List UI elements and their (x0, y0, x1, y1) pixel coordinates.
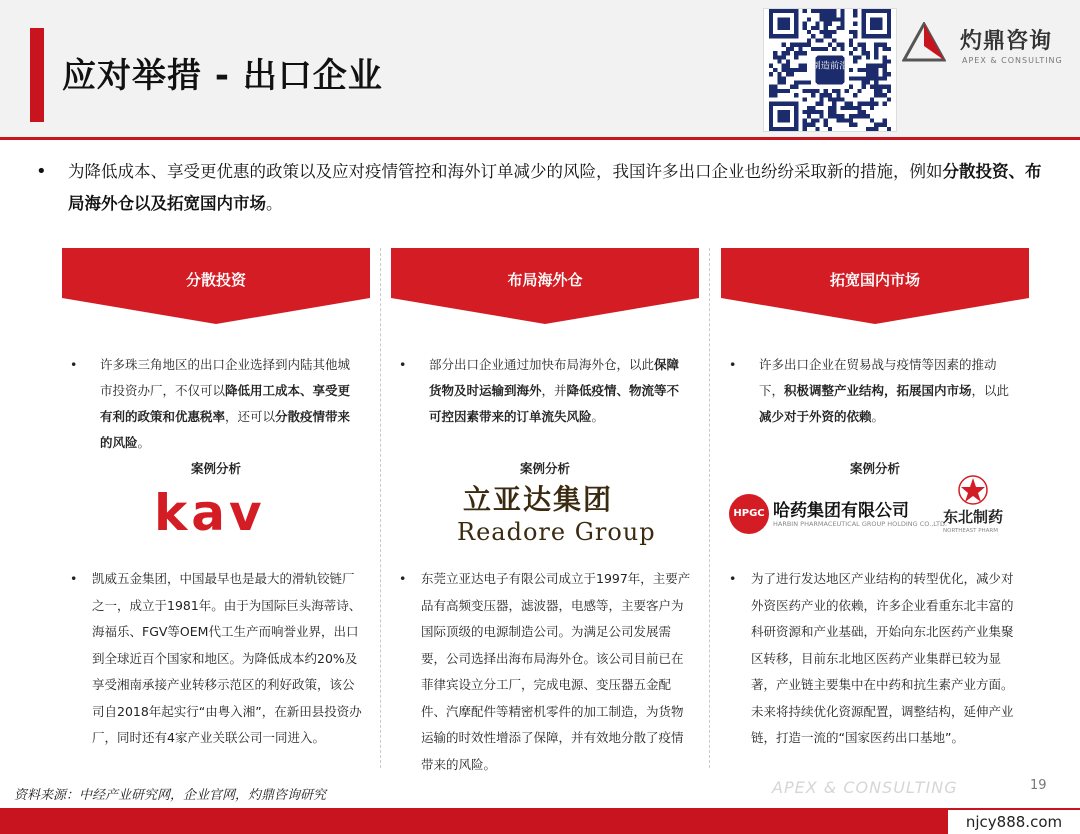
qr-badge-line1: 制造前沿 (811, 60, 849, 72)
description-emphasis: 降低用工成本、享受更有利的政策和优惠税率 (100, 383, 351, 424)
column-heading: 分散投资 (185, 271, 246, 289)
description-emphasis: 分散疫情带来的风险 (100, 409, 351, 450)
kav-logo (62, 480, 370, 552)
description-emphasis: 保障货物及时运输到海外 (429, 357, 680, 398)
column-ribbon (721, 248, 1029, 324)
description-text: 。 (871, 409, 885, 424)
column-description (399, 352, 691, 430)
description-text: 许多出口企业在贸易战与疫情等因素的推动下， (759, 357, 997, 398)
footer-band (0, 808, 1080, 834)
brand-logo-block (902, 20, 1072, 70)
description-text: 部分出口企业通过加快布局海外仓，以此 (429, 357, 655, 372)
page-number: 19 (1030, 778, 1047, 793)
hayao-emblem-icon: HPGC (729, 494, 769, 534)
column-domestic-market (721, 248, 1029, 768)
northeast-pharm-subtitle: NORTHEAST PHARM (943, 528, 998, 534)
description-text: 。 (591, 409, 605, 424)
description-text: ，还可以 (225, 409, 276, 424)
readore-logo-en: Readore Group (457, 518, 656, 546)
column-heading: 布局海外仓 (507, 271, 583, 289)
title-accent-bar (30, 28, 44, 122)
source-note: 资料来源：中经产业研究网，企业官网，灼鼎咨询研究 (14, 788, 327, 803)
column-ribbon (391, 248, 699, 324)
description-emphasis: 降低疫情、物流等不可控因素带来的订单流失风险 (429, 383, 680, 424)
readore-logo (391, 480, 699, 552)
readore-logo-cn: 立亚达集团 (463, 483, 614, 516)
case-detail (70, 566, 362, 752)
intro-text: 为降低成本、享受更优惠的政策以及应对疫情管控和海外订单减少的风险，我国许多出口企业也纷纷采取新的措施，例如 (68, 162, 943, 181)
case-analysis-label: 案例分析 (519, 461, 570, 476)
case-analysis-label: 案例分析 (849, 461, 900, 476)
page-title: 应对举措 - 出口企业 (62, 56, 383, 96)
case-analysis-label: 案例分析 (190, 461, 241, 476)
brand-subtitle: APEX & CONSULTING (962, 56, 1063, 65)
northeast-pharm-name: 东北制药 (943, 508, 1004, 526)
intro-emphasis: 分散投资、布局海外仓以及拓宽国内市场 (68, 162, 1042, 213)
column-description (70, 352, 362, 456)
column-divider (709, 248, 710, 768)
kav-logo-text: kav (154, 484, 266, 542)
bullet-dot: • (729, 357, 737, 372)
column-overseas-warehouse (391, 248, 699, 772)
column-ribbon (62, 248, 370, 324)
pharma-logos (721, 480, 1029, 552)
column-divider (380, 248, 381, 768)
site-watermark: njcy888.com (948, 810, 1080, 834)
brand-name: 灼鼎咨询 (960, 29, 1053, 54)
bullet-dot: • (70, 571, 78, 586)
hayao-logo-name: 哈药集团有限公司 (773, 501, 909, 521)
description-text: 。 (137, 435, 151, 450)
column-description (729, 352, 1021, 430)
case-detail (399, 566, 691, 778)
intro-bullet: • (36, 161, 47, 182)
description-emphasis: 减少对于外资的依赖 (759, 409, 872, 424)
case-detail-text: 东莞立亚达电子有限公司成立于1997年，主要产品有高频变压器，滤波器，电感等，主要客户为国际顶级的电源制造公司。为满足公司发展需要，公司选择出海布局海外仓。该公司目前已在菲律宾设立分工厂，完成电源、变压器五金配件、汽摩配件等精密机零件的加工制造，为货物运输的时效性增添了保障，并有效地分散了疫情带来的风险。 (421, 571, 691, 772)
intro-paragraph (36, 156, 1046, 220)
case-detail-text: 凯威五金集团，中国最早也是最大的滑轨铰链厂之一，成立于1981年。由于为国际巨头海蒂诗、海福乐、FGV等OEM代工生产而响誉业界，出口到全球近百个国家和地区。为降低成本约20%及享受湘南承接产业转移示范区的利好政策，该公司自2018年起实行“由粤入湘”，在新田县投资办厂，同时还有4家产业关联公司一同进入。 (92, 571, 362, 745)
bullet-dot: • (70, 357, 78, 372)
bullet-dot: • (399, 357, 407, 372)
case-detail (729, 566, 1021, 752)
intro-end: 。 (266, 194, 283, 213)
description-text: ，并 (541, 383, 567, 398)
description-text: 许多珠三角地区的出口企业选择到内陆其他城市投资办厂，不仅可以 (100, 357, 351, 398)
description-emphasis: 积极调整产业结构，拓展国内市场 (784, 383, 972, 398)
bullet-dot: • (729, 571, 737, 586)
description-text: ，以此 (971, 383, 1010, 398)
column-diversify-investment (62, 248, 370, 768)
column-heading: 拓宽国内市场 (829, 271, 920, 289)
bullet-dot: • (399, 571, 407, 586)
qr-code-image (763, 8, 897, 132)
hayao-logo-subtitle: HARBIN PHARMACEUTICAL GROUP HOLDING CO.,LTD. (773, 520, 948, 528)
brand-triangle-icon (902, 22, 946, 62)
star-emblem-icon (957, 474, 989, 506)
case-detail-text: 为了进行发达地区产业结构的转型优化，减少对外资医药产业的依赖，许多企业看重东北丰富的科研资源和产业基础，开始向东北医药产业集聚区转移，目前东北地区医药产业集群已较为显著，产业链主要集中在中药和抗生素产业方面。未来将持续优化资源配置，调整结构，延伸产业链，打造一流的“国家医药出口基地”。 (751, 571, 1014, 745)
watermark-text: APEX & CONSULTING (772, 778, 958, 797)
